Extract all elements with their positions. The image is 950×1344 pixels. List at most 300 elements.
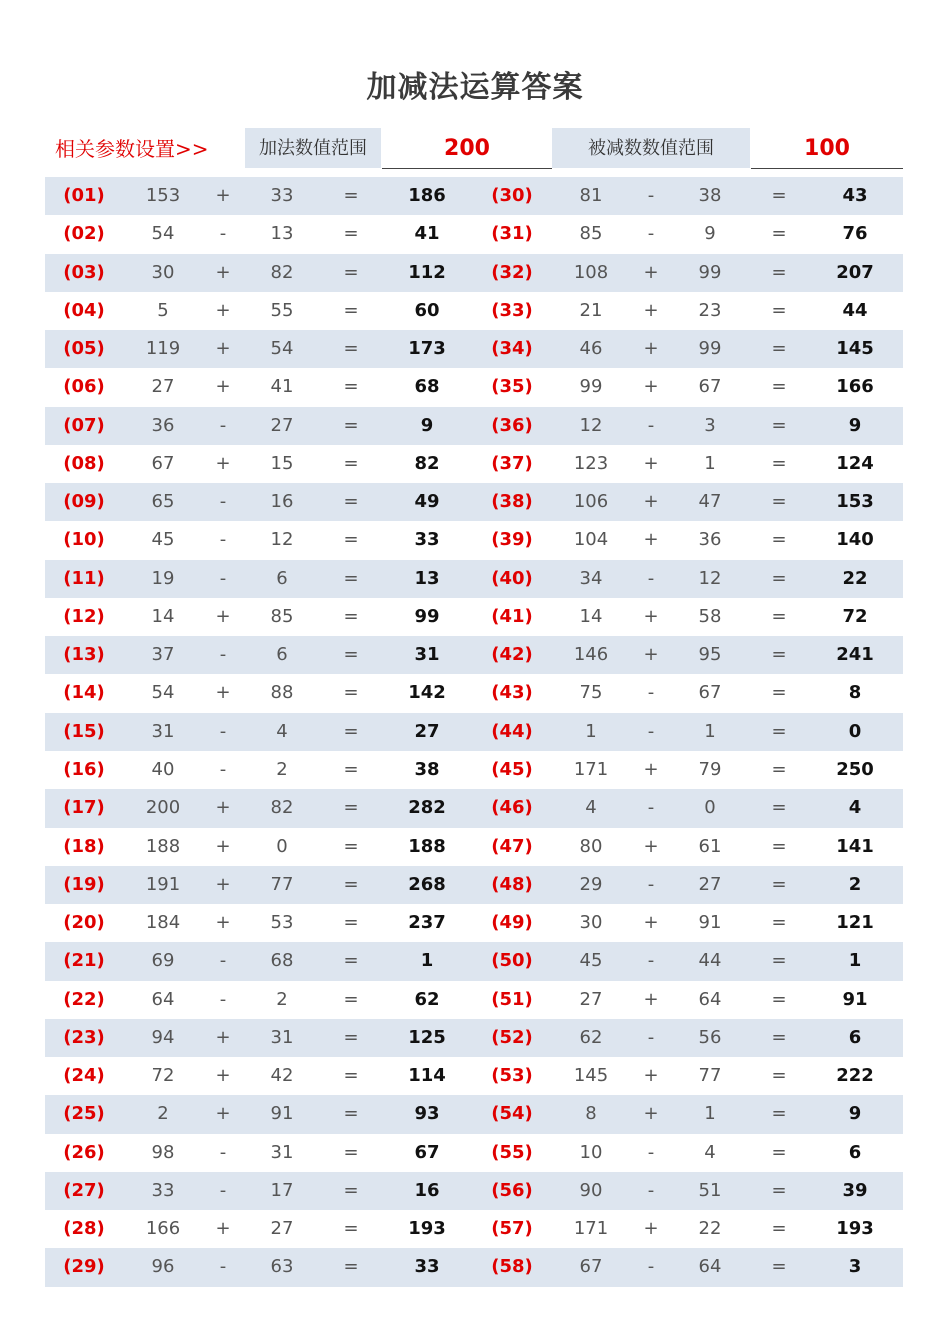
equals-sign: = [771,720,787,742]
problem-number: (32) [491,261,533,283]
problem-number: (55) [491,1141,533,1163]
result: 142 [408,682,446,704]
operator: + [643,912,659,934]
problem-number: (36) [491,414,533,436]
equals-sign: = [343,758,359,780]
problem-number: (37) [491,452,533,474]
equals-sign: = [771,1141,787,1163]
operand-b: 42 [270,1065,294,1087]
equals-sign: = [343,529,359,551]
problem-number: (11) [63,567,105,589]
operand-a: 14 [151,605,175,627]
problem-number: (42) [491,644,533,666]
operand-b: 56 [698,1026,722,1048]
operand-a: 171 [573,758,609,780]
operand-a: 27 [151,376,175,398]
table-row [45,560,903,598]
operator: - [647,567,655,589]
table-row [45,828,903,866]
result: 282 [408,797,446,819]
equals-sign: = [343,1179,359,1201]
equals-sign: = [771,185,787,206]
table-row [45,751,903,789]
table-row [45,254,903,292]
result: 145 [836,338,874,360]
problem-number: (45) [491,758,533,780]
operand-b: 13 [270,223,294,245]
result: 9 [420,414,434,436]
operand-b: 41 [270,376,294,398]
problem-number: (40) [491,567,533,589]
table-row [45,483,903,521]
operator: + [215,261,231,283]
table-row [45,942,903,980]
operator: - [647,1141,655,1163]
equals-sign: = [343,567,359,589]
equals-sign: = [343,1103,359,1125]
equals-sign: = [771,1026,787,1048]
operand-b: 36 [698,529,722,551]
operand-a: 94 [151,1026,175,1048]
operand-b: 33 [270,185,294,206]
operand-a: 106 [573,491,609,513]
operator: + [643,376,659,398]
equals-sign: = [343,338,359,360]
operator: + [643,299,659,321]
problem-number: (08) [63,452,105,474]
problem-number: (35) [491,376,533,398]
operand-b: 1 [704,720,716,742]
operand-b: 55 [270,299,294,321]
operator: - [219,758,227,780]
equals-sign: = [771,988,787,1010]
operand-b: 1 [704,452,716,474]
operand-b: 4 [704,1141,716,1163]
operator: + [643,605,659,627]
table-row [45,1057,903,1095]
result: 72 [842,605,868,627]
result: 33 [414,529,440,551]
operator: - [647,414,655,436]
equals-sign: = [771,1218,787,1240]
result: 124 [836,452,874,474]
result: 44 [842,299,868,321]
operand-a: 8 [585,1103,597,1125]
operand-b: 53 [270,912,294,934]
result: 153 [836,491,874,513]
problem-number: (58) [491,1256,533,1278]
operand-a: 65 [151,491,175,513]
table-row [45,866,903,904]
operand-b: 22 [698,1218,722,1240]
operand-b: 64 [698,1256,722,1278]
table-row [45,1095,903,1133]
operand-a: 99 [579,376,603,398]
operand-a: 27 [579,988,603,1010]
table-row [45,1019,903,1057]
problem-number: (24) [63,1065,105,1087]
problem-number: (48) [491,873,533,895]
operand-a: 72 [151,1065,175,1087]
operator: + [643,452,659,474]
table-row [45,981,903,1019]
operand-b: 54 [270,338,294,360]
equals-sign: = [343,1141,359,1163]
equals-sign: = [343,873,359,895]
operand-b: 99 [698,261,722,283]
operand-a: 30 [151,261,175,283]
result: 2 [848,873,862,895]
operator: + [215,452,231,474]
equals-sign: = [343,185,359,206]
equals-sign: = [771,835,787,857]
operator: - [219,720,227,742]
problem-number: (20) [63,912,105,934]
add-range-value[interactable]: 200 [382,128,552,169]
operand-a: 29 [579,873,603,895]
result: 186 [408,185,446,206]
operator: - [647,950,655,972]
result: 193 [836,1218,874,1240]
operator: + [215,873,231,895]
operator: - [647,185,655,206]
operator: - [647,1026,655,1048]
result: 141 [836,835,874,857]
operand-a: 19 [151,567,175,589]
result: 207 [836,261,874,283]
problem-number: (04) [63,299,105,321]
operand-a: 188 [145,835,181,857]
equals-sign: = [771,529,787,551]
operand-a: 200 [145,797,181,819]
operand-b: 68 [270,950,294,972]
operator: + [215,299,231,321]
result: 60 [414,299,440,321]
equals-sign: = [771,1179,787,1201]
problem-number: (06) [63,376,105,398]
result: 82 [414,452,440,474]
problem-number: (12) [63,605,105,627]
operand-b: 27 [270,414,294,436]
result: 1 [420,950,434,972]
table-row [45,598,903,636]
equals-sign: = [771,376,787,398]
operand-b: 99 [698,338,722,360]
equals-sign: = [771,644,787,666]
operand-a: 5 [157,299,169,321]
operand-a: 67 [151,452,175,474]
result: 241 [836,644,874,666]
operator: + [215,682,231,704]
operator: + [215,1218,231,1240]
result: 43 [842,185,868,206]
operand-a: 75 [579,682,603,704]
equals-sign: = [343,797,359,819]
operator: - [647,720,655,742]
operand-a: 67 [579,1256,603,1278]
operand-a: 4 [585,797,597,819]
operator: - [647,1256,655,1278]
problem-number: (54) [491,1103,533,1125]
operand-b: 2 [276,988,288,1010]
problem-number: (41) [491,605,533,627]
operand-b: 58 [698,605,722,627]
equals-sign: = [771,797,787,819]
table-row [45,904,903,942]
problem-number: (47) [491,835,533,857]
operand-a: 191 [145,873,181,895]
result: 99 [414,605,440,627]
equals-sign: = [771,912,787,934]
result: 222 [836,1065,874,1087]
operator: - [219,529,227,551]
operand-a: 81 [579,185,603,206]
problem-number: (33) [491,299,533,321]
operand-b: 15 [270,452,294,474]
equals-sign: = [343,1026,359,1048]
operand-b: 77 [270,873,294,895]
result: 140 [836,529,874,551]
problem-number: (21) [63,950,105,972]
table-row [45,1248,903,1286]
problem-number: (02) [63,223,105,245]
operand-a: 171 [573,1218,609,1240]
operand-b: 44 [698,950,722,972]
operator: - [219,644,227,666]
operand-b: 63 [270,1256,294,1278]
result: 9 [848,1103,862,1125]
operand-b: 91 [270,1103,294,1125]
problem-number: (23) [63,1026,105,1048]
operator: + [215,185,231,206]
result: 91 [842,988,868,1010]
equals-sign: = [771,414,787,436]
operator: - [647,223,655,245]
table-row [45,636,903,674]
result: 39 [842,1179,868,1201]
problem-number: (01) [63,185,105,206]
problem-number: (31) [491,223,533,245]
operator: - [219,414,227,436]
operand-a: 30 [579,912,603,934]
operand-b: 6 [276,567,288,589]
result: 112 [408,261,446,283]
operand-a: 184 [145,912,181,934]
operand-a: 85 [579,223,603,245]
operand-a: 153 [145,185,181,206]
problem-number: (46) [491,797,533,819]
operator: - [647,873,655,895]
operand-b: 27 [698,873,722,895]
result: 76 [842,223,868,245]
equals-sign: = [343,720,359,742]
problem-number: (50) [491,950,533,972]
result: 93 [414,1103,440,1125]
equals-sign: = [771,338,787,360]
result: 114 [408,1065,446,1087]
result: 121 [836,912,874,934]
operator: + [643,338,659,360]
operator: + [215,1103,231,1125]
operator: - [219,567,227,589]
operand-a: 45 [579,950,603,972]
equals-sign: = [343,414,359,436]
equals-sign: = [771,682,787,704]
operand-b: 88 [270,682,294,704]
result: 67 [414,1141,440,1163]
result: 173 [408,338,446,360]
equals-sign: = [771,491,787,513]
problem-number: (28) [63,1218,105,1240]
operator: + [643,529,659,551]
table-row [45,177,903,215]
problem-number: (07) [63,414,105,436]
result: 6 [848,1141,862,1163]
table-row [45,674,903,712]
problem-number: (19) [63,873,105,895]
equals-sign: = [771,223,787,245]
result: 33 [414,1256,440,1278]
problem-number: (43) [491,682,533,704]
equals-sign: = [343,223,359,245]
problem-number: (25) [63,1103,105,1125]
operand-a: 104 [573,529,609,551]
operand-b: 4 [276,720,288,742]
operand-b: 82 [270,797,294,819]
table-row [45,292,903,330]
operator: + [643,835,659,857]
result: 22 [842,567,868,589]
operand-b: 51 [698,1179,722,1201]
operand-a: 80 [579,835,603,857]
operand-b: 0 [276,835,288,857]
problem-number: (13) [63,644,105,666]
problem-number: (15) [63,720,105,742]
problem-number: (22) [63,988,105,1010]
table-row [45,368,903,406]
result: 68 [414,376,440,398]
result: 237 [408,912,446,934]
operand-a: 54 [151,223,175,245]
result: 250 [836,758,874,780]
operator: - [647,797,655,819]
result: 188 [408,835,446,857]
result: 49 [414,491,440,513]
operator: + [643,1103,659,1125]
equals-sign: = [343,376,359,398]
equals-sign: = [343,605,359,627]
problem-number: (14) [63,682,105,704]
result: 125 [408,1026,446,1048]
equals-sign: = [771,758,787,780]
sub-range-label: 被减数数值范围 [552,128,750,168]
operand-a: 1 [585,720,597,742]
result: 0 [848,720,862,742]
operator: + [215,797,231,819]
operator: - [647,1179,655,1201]
operand-a: 31 [151,720,175,742]
operator: + [215,376,231,398]
result: 166 [836,376,874,398]
operand-a: 14 [579,605,603,627]
operator: - [219,1256,227,1278]
problem-number: (38) [491,491,533,513]
problem-number: (49) [491,912,533,934]
table-row [45,1172,903,1210]
equals-sign: = [771,1103,787,1125]
result: 27 [414,720,440,742]
operator: + [643,1218,659,1240]
equals-sign: = [343,1218,359,1240]
operand-a: 64 [151,988,175,1010]
operand-b: 12 [270,529,294,551]
operand-b: 9 [704,223,716,245]
equals-sign: = [343,261,359,283]
operand-b: 31 [270,1026,294,1048]
operator: + [215,1065,231,1087]
operand-a: 40 [151,758,175,780]
operand-a: 90 [579,1179,603,1201]
operand-b: 27 [270,1218,294,1240]
operand-a: 62 [579,1026,603,1048]
operand-a: 33 [151,1179,175,1201]
operator: + [643,261,659,283]
operand-b: 16 [270,491,294,513]
problem-number: (27) [63,1179,105,1201]
equals-sign: = [771,299,787,321]
result: 4 [848,797,862,819]
result: 31 [414,644,440,666]
operator: - [219,223,227,245]
problem-number: (03) [63,261,105,283]
problem-number: (26) [63,1141,105,1163]
operator: - [647,682,655,704]
operand-b: 47 [698,491,722,513]
operator: - [219,950,227,972]
sub-range-value[interactable]: 100 [751,128,903,169]
table-row [45,713,903,751]
operand-a: 123 [573,452,609,474]
operand-b: 2 [276,758,288,780]
problem-number: (56) [491,1179,533,1201]
operand-b: 91 [698,912,722,934]
operator: - [219,491,227,513]
operand-b: 79 [698,758,722,780]
operand-a: 36 [151,414,175,436]
operand-b: 95 [698,644,722,666]
operand-a: 37 [151,644,175,666]
equals-sign: = [771,1065,787,1087]
result: 38 [414,758,440,780]
operator: + [643,758,659,780]
equals-sign: = [343,682,359,704]
problem-number: (10) [63,529,105,551]
operand-b: 85 [270,605,294,627]
result: 13 [414,567,440,589]
operand-a: 12 [579,414,603,436]
operand-b: 61 [698,835,722,857]
operand-a: 46 [579,338,603,360]
operand-b: 82 [270,261,294,283]
equals-sign: = [343,950,359,972]
operator: + [643,491,659,513]
equals-sign: = [343,1256,359,1278]
equals-sign: = [771,567,787,589]
result: 41 [414,223,440,245]
problem-number: (52) [491,1026,533,1048]
answer-table [45,177,903,1287]
operand-b: 64 [698,988,722,1010]
